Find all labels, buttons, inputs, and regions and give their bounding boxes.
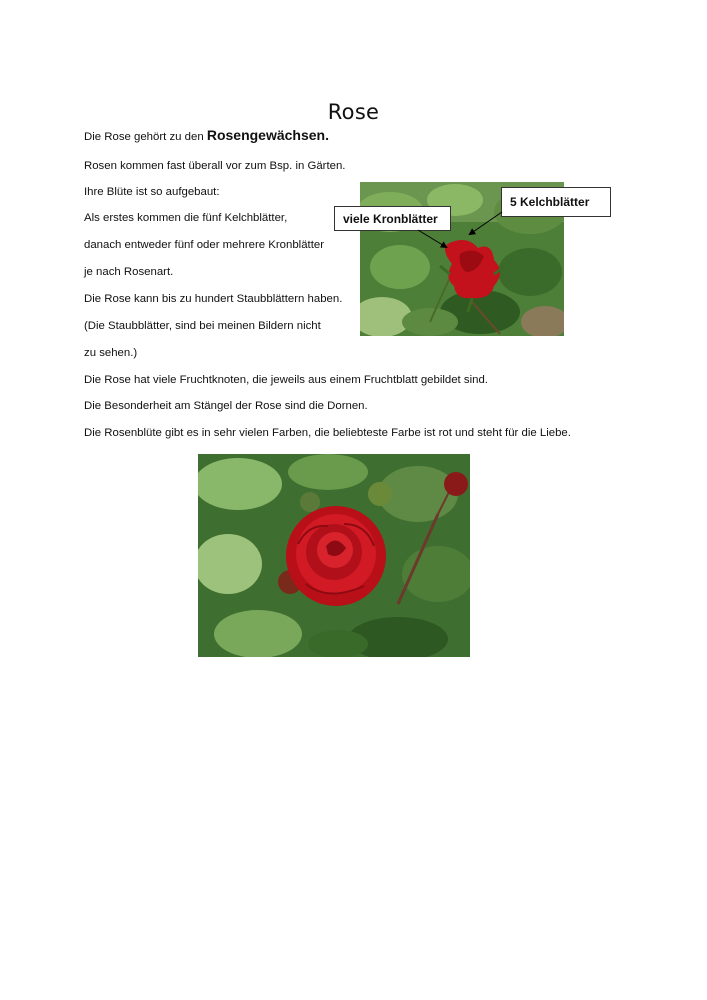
text-line: zu sehen.) [84, 347, 138, 359]
text-line: Ihre Blüte ist so aufgebaut: [84, 186, 220, 198]
text-line: Die Rose hat viele Fruchtknoten, die jeweils aus einem Fruchtblatt gebildet sind. [84, 374, 488, 386]
text-line: Als erstes kommen die fünf Kelchblätter, [84, 212, 288, 224]
intro-line [84, 128, 329, 144]
callout-kronblaetter: viele Kronblätter [334, 206, 451, 231]
page-title: Rose [327, 100, 380, 125]
text-line: (Die Staubblätter, sind bei meinen Bildern nicht [84, 320, 321, 332]
intro-bold-term: Rosengewächsen. [206, 127, 329, 143]
text-line: je nach Rosenart. [84, 266, 174, 278]
text-line: Rosen kommen fast überall vor zum Bsp. in Gärten. [84, 160, 346, 172]
text-line: Die Besonderheit am Stängel der Rose sind die Dornen. [84, 400, 368, 412]
text-line: Die Rose kann bis zu hundert Staubblättern haben. [84, 293, 343, 305]
open-rose-photo [198, 454, 470, 657]
intro-text: Die Rose gehört zu den [84, 131, 207, 143]
text-line: danach entweder fünf oder mehrere Kronblätter [84, 239, 324, 251]
text-line: Die Rosenblüte gibt es in sehr vielen Farben, die beliebteste Farbe ist rot und steht für die Liebe. [84, 427, 571, 439]
callout-kelchblaetter: 5 Kelchblätter [501, 187, 611, 217]
